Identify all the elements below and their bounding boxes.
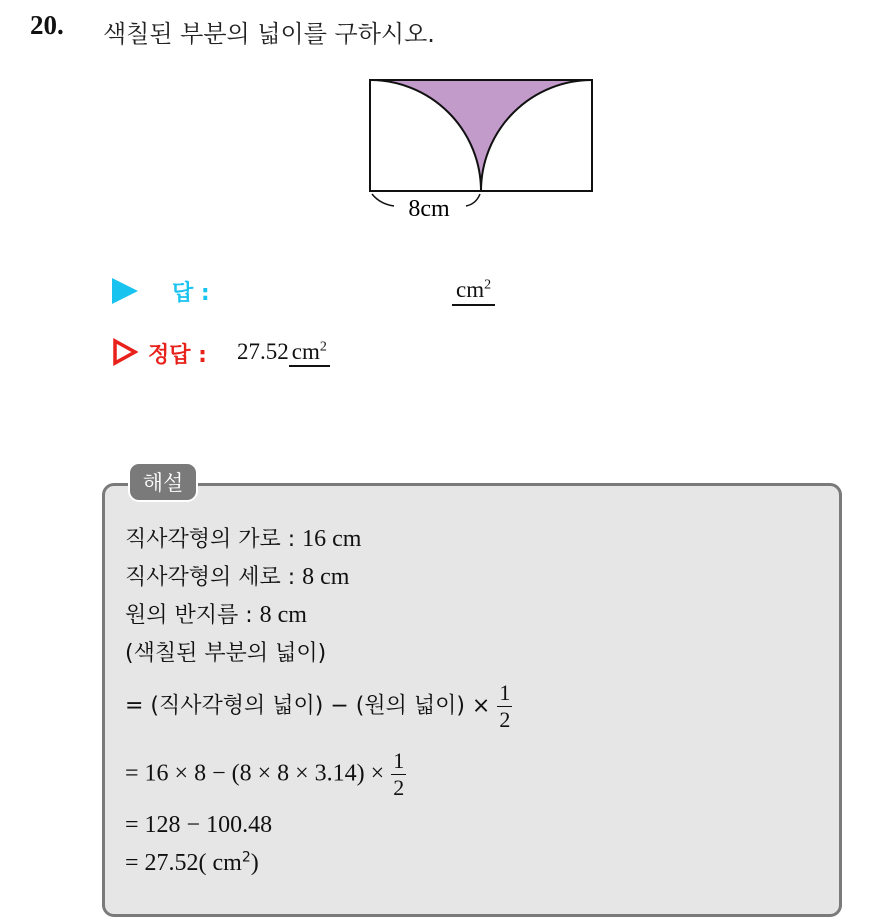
fraction-numerator-2: 1 [393,748,405,773]
line8-text: = 27.52( [125,850,207,876]
solution-tag: 해설 [128,462,198,502]
correct-arrow-icon [112,338,138,370]
line8-unit: cm [206,850,242,876]
fraction-denominator: 2 [499,707,511,732]
solution-line-2 [125,560,349,591]
answer-label: 답 : [172,281,210,306]
solution-line-7 [125,812,272,839]
solution-line-1 [125,522,361,553]
fraction-numerator: 1 [499,680,511,705]
dimension-brace-right [466,194,480,206]
question-text: 색칠된 부분의 넓이를 구하시오. [103,20,435,48]
fraction-one-half-2 [391,748,406,801]
answer-unit-wrap [452,277,495,306]
answer-unit: cm [456,277,485,302]
correct-unit: cm [291,339,320,364]
dimension-brace-left [372,194,394,206]
line2-text: 직사각형의 세로 : [125,565,303,590]
answer-arrow-icon [112,278,138,304]
line1-value: 16 cm [302,526,362,552]
line3-text: 원의 반지름 : [125,603,260,628]
answer-unit-exp: 2 [484,277,492,293]
figure [360,70,610,234]
line1-text: 직사각형의 가로 : [125,527,303,552]
fraction-one-half [497,680,512,733]
correct-value: 27.52 [237,339,289,364]
line8-unit-exp: 2 [241,849,251,866]
correct-answer [237,339,330,365]
correct-label: 정답 : [148,343,207,368]
line8-close: ) [250,850,259,876]
line2-value: 8 cm [302,564,350,590]
line5-text: = (직사각형의 넓이) − (원의 넓이) × [125,693,491,719]
solution-line-8 [125,850,259,877]
solution-line-6 [125,748,406,801]
figure-svg [360,70,610,230]
answer-field[interactable] [452,277,495,303]
solution-line-4: (색칠된 부분의 넓이) [125,641,327,666]
dimension-label: 8cm [408,196,450,222]
correct-unit-wrap [289,339,330,367]
correct-unit-exp: 2 [319,339,327,355]
solution-line-3 [125,598,307,629]
solution-line-5 [125,680,512,733]
line3-value: 8 cm [259,602,307,628]
line6-text: = 16 × 8 − (8 × 8 × 3.14) × [125,760,385,787]
question-number: 20. [30,10,64,40]
answer-row [112,278,138,304]
line7-text: = 128 − 100.48 [125,812,273,838]
fraction-denominator-2: 2 [393,775,405,800]
